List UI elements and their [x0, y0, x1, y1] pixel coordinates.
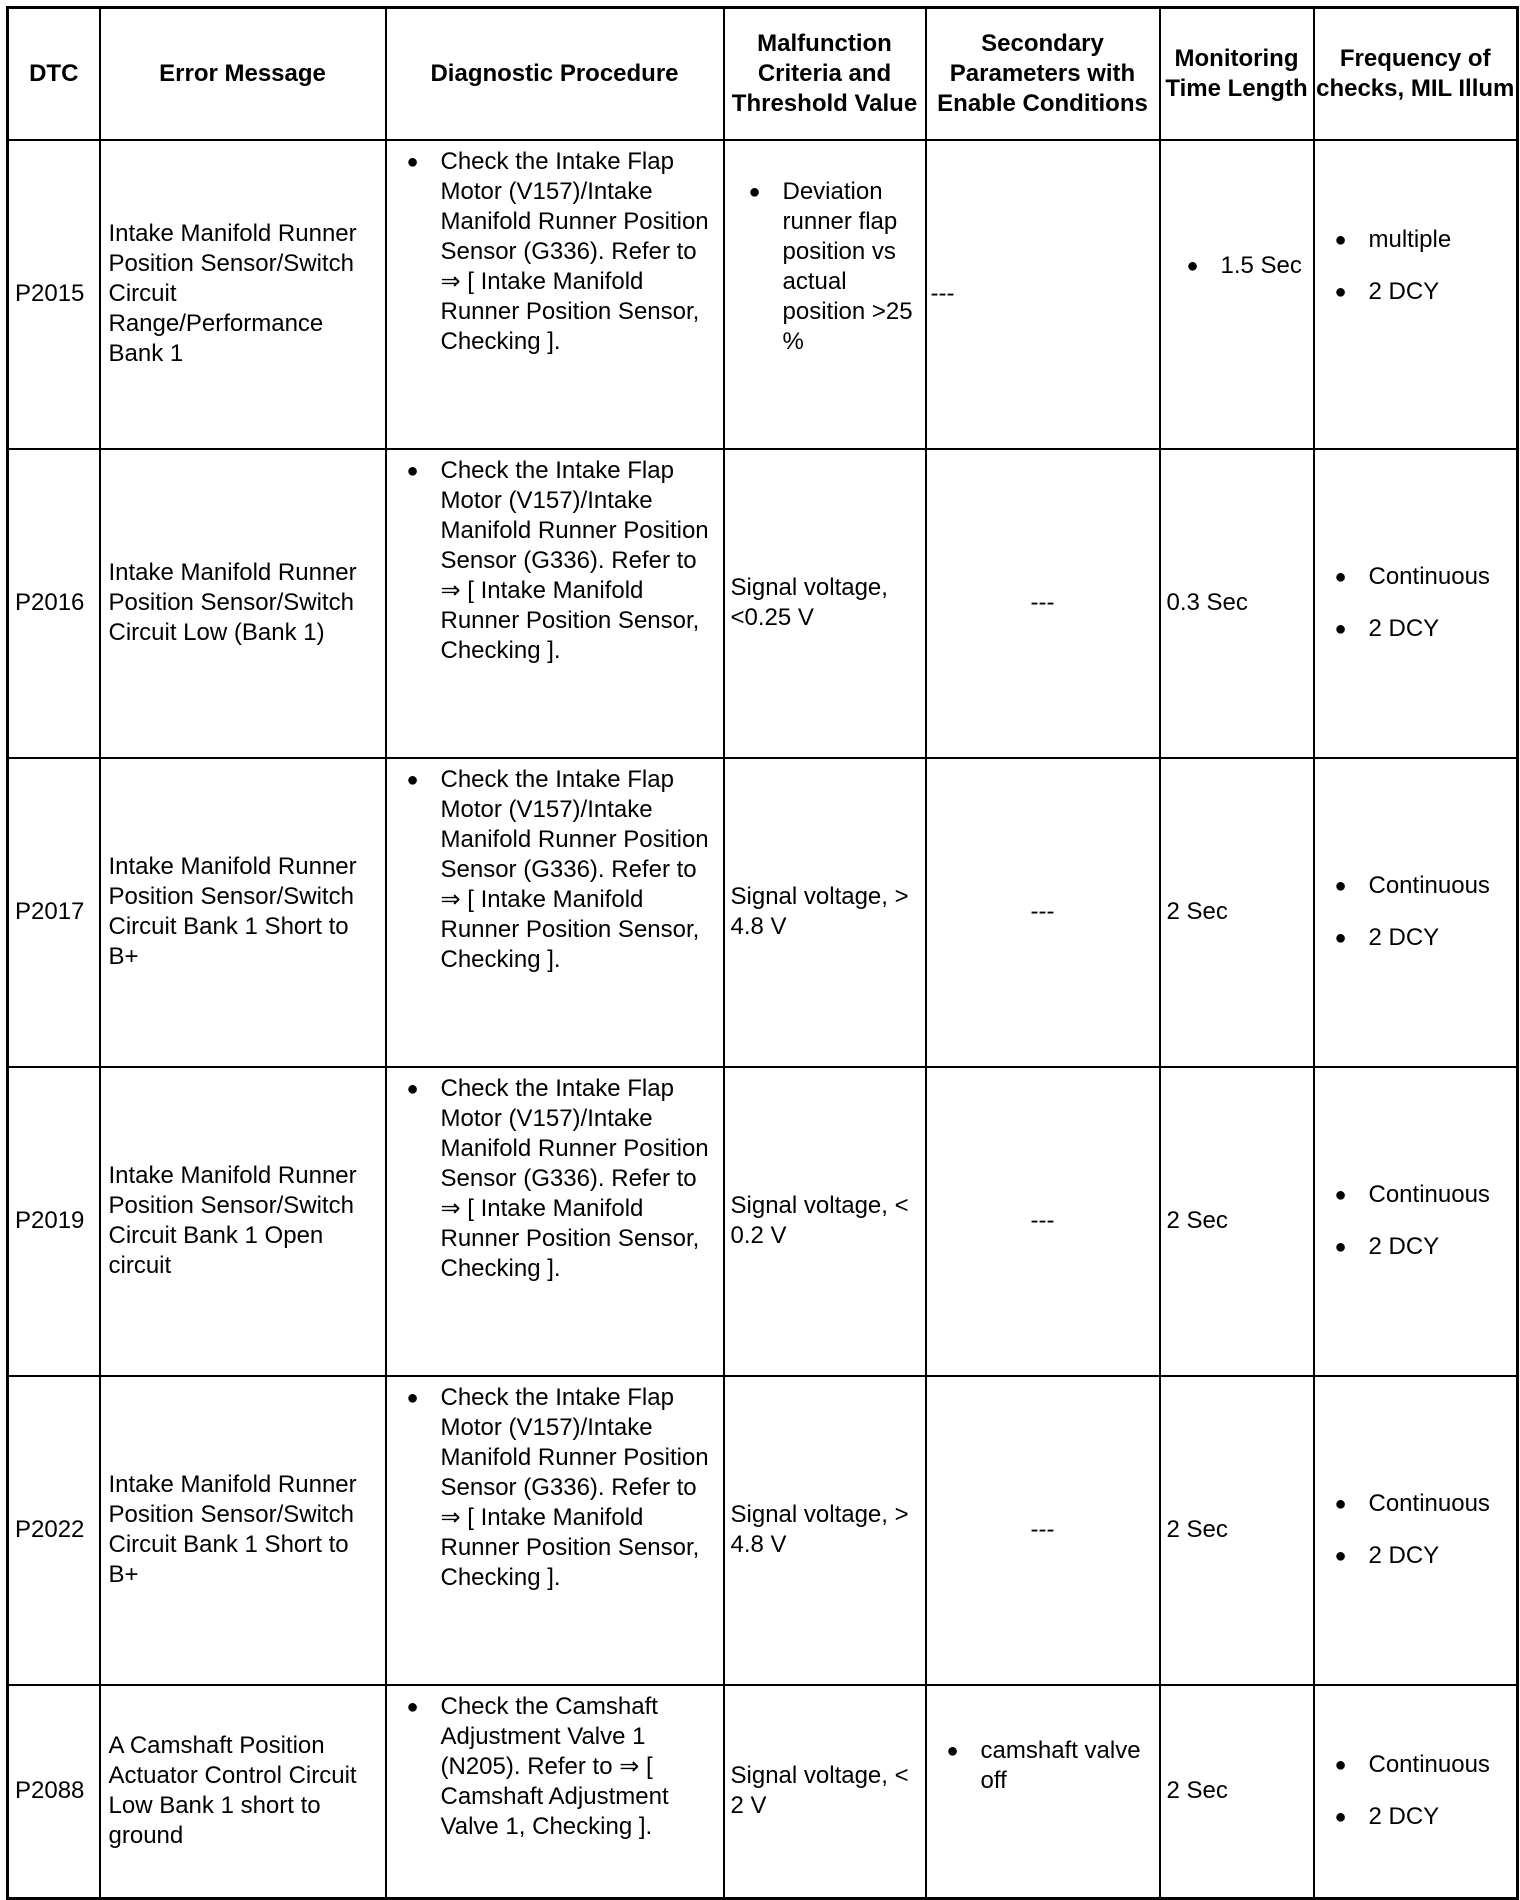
- malfunction-bullet: ● Deviation runner flap position vs actual position >25 %: [749, 177, 919, 357]
- frequency-bullet: ● multiple: [1335, 225, 1511, 255]
- mil-bullet: ● 2 DCY: [1335, 1541, 1511, 1571]
- header-malfunction-criteria: Malfunction Criteria and Threshold Value: [724, 8, 926, 140]
- diagnostic-procedure: [386, 1685, 724, 1899]
- secondary-bullet: ● camshaft valve off: [947, 1736, 1153, 1796]
- frequency-bullet: ● Continuous: [1335, 1180, 1511, 1210]
- frequency-mil: [1314, 140, 1518, 449]
- secondary-parameters: ---: [926, 1376, 1160, 1685]
- monitoring-time: 2 Sec: [1160, 1685, 1314, 1899]
- procedure-bullet: ● Check the Intake Flap Motor (V157)/Intake Manifold Runner Position Sensor (G336). Refer to ⇒ [ Intake Manifold Runner Position Sensor, Checking ].: [407, 456, 715, 666]
- secondary-parameters: ---: [926, 758, 1160, 1067]
- monitoring-time: 2 Sec: [1160, 1376, 1314, 1685]
- mil-bullet: ● 2 DCY: [1335, 1232, 1511, 1262]
- header-monitoring-time: Monitoring Time Length: [1160, 8, 1314, 140]
- diagnostic-procedure: [386, 1067, 724, 1376]
- error-message: Intake Manifold Runner Position Sensor/Switch Circuit Low (Bank 1): [100, 449, 386, 758]
- table-row: [8, 140, 1518, 449]
- header-dtc: DTC: [8, 8, 100, 140]
- dtc-code: P2017: [8, 758, 100, 1067]
- error-message: A Camshaft Position Actuator Control Circuit Low Bank 1 short to ground: [100, 1685, 386, 1899]
- secondary-parameters: ---: [926, 449, 1160, 758]
- diagnostic-procedure: [386, 140, 724, 449]
- table-row: [8, 1067, 1518, 1376]
- monitoring-time: 2 Sec: [1160, 1067, 1314, 1376]
- dtc-table: [6, 6, 1519, 1900]
- monitoring-time: 0.3 Sec: [1160, 449, 1314, 758]
- malfunction-criteria: Signal voltage, > 4.8 V: [724, 758, 926, 1067]
- procedure-bullet: ● Check the Intake Flap Motor (V157)/Intake Manifold Runner Position Sensor (G336). Refer to ⇒ [ Intake Manifold Runner Position Sensor, Checking ].: [407, 147, 715, 357]
- dtc-code: P2015: [8, 140, 100, 449]
- dtc-code: P2088: [8, 1685, 100, 1899]
- procedure-bullet: ● Check the Intake Flap Motor (V157)/Intake Manifold Runner Position Sensor (G336). Refer to ⇒ [ Intake Manifold Runner Position Sensor, Checking ].: [407, 1074, 715, 1284]
- malfunction-criteria: [724, 140, 926, 449]
- mil-bullet: ● 2 DCY: [1335, 277, 1511, 307]
- malfunction-criteria: Signal voltage, > 4.8 V: [724, 1376, 926, 1685]
- frequency-bullet: ● Continuous: [1335, 871, 1511, 901]
- dtc-code: P2022: [8, 1376, 100, 1685]
- frequency-bullet: ● Continuous: [1335, 562, 1511, 592]
- error-message: Intake Manifold Runner Position Sensor/Switch Circuit Bank 1 Open circuit: [100, 1067, 386, 1376]
- table-row: [8, 1685, 1518, 1899]
- header-diagnostic-procedure: Diagnostic Procedure: [386, 8, 724, 140]
- mil-bullet: ● 2 DCY: [1335, 614, 1511, 644]
- frequency-bullet: ● Continuous: [1335, 1750, 1511, 1780]
- frequency-mil: [1314, 449, 1518, 758]
- table-row: [8, 758, 1518, 1067]
- mil-bullet: ● 2 DCY: [1335, 923, 1511, 953]
- frequency-bullet: ● Continuous: [1335, 1489, 1511, 1519]
- table-row: [8, 449, 1518, 758]
- diagnostic-procedure: [386, 449, 724, 758]
- secondary-parameters: [926, 1685, 1160, 1899]
- monitoring-time: 2 Sec: [1160, 758, 1314, 1067]
- table-row: [8, 1376, 1518, 1685]
- header-row: [8, 8, 1518, 140]
- monitoring-time: [1160, 140, 1314, 449]
- secondary-parameters: ---: [926, 140, 1160, 449]
- error-message: Intake Manifold Runner Position Sensor/Switch Circuit Bank 1 Short to B+: [100, 758, 386, 1067]
- frequency-mil: [1314, 1685, 1518, 1899]
- procedure-bullet: ● Check the Camshaft Adjustment Valve 1 (N205). Refer to ⇒ [ Camshaft Adjustment Valve 1, Checking ].: [407, 1692, 715, 1842]
- secondary-parameters: ---: [926, 1067, 1160, 1376]
- diagnostic-procedure: [386, 1376, 724, 1685]
- header-secondary-parameters: Secondary Parameters with Enable Conditions: [926, 8, 1160, 140]
- malfunction-criteria: Signal voltage, < 0.2 V: [724, 1067, 926, 1376]
- mil-bullet: ● 2 DCY: [1335, 1802, 1511, 1832]
- procedure-bullet: ● Check the Intake Flap Motor (V157)/Intake Manifold Runner Position Sensor (G336). Refer to ⇒ [ Intake Manifold Runner Position Sensor, Checking ].: [407, 765, 715, 975]
- procedure-bullet: ● Check the Intake Flap Motor (V157)/Intake Manifold Runner Position Sensor (G336). Refer to ⇒ [ Intake Manifold Runner Position Sensor, Checking ].: [407, 1383, 715, 1593]
- header-frequency: Frequency of checks, MIL Illum: [1314, 8, 1518, 140]
- frequency-mil: [1314, 1376, 1518, 1685]
- error-message: Intake Manifold Runner Position Sensor/Switch Circuit Range/Performance Bank 1: [100, 140, 386, 449]
- diagnostic-procedure: [386, 758, 724, 1067]
- header-error-message: Error Message: [100, 8, 386, 140]
- malfunction-criteria: Signal voltage, < 2 V: [724, 1685, 926, 1899]
- frequency-mil: [1314, 758, 1518, 1067]
- dtc-code: P2016: [8, 449, 100, 758]
- frequency-mil: [1314, 1067, 1518, 1376]
- malfunction-criteria: Signal voltage, <0.25 V: [724, 449, 926, 758]
- dtc-code: P2019: [8, 1067, 100, 1376]
- error-message: Intake Manifold Runner Position Sensor/Switch Circuit Bank 1 Short to B+: [100, 1376, 386, 1685]
- monitoring-bullet: ● 1.5 Sec: [1187, 251, 1307, 281]
